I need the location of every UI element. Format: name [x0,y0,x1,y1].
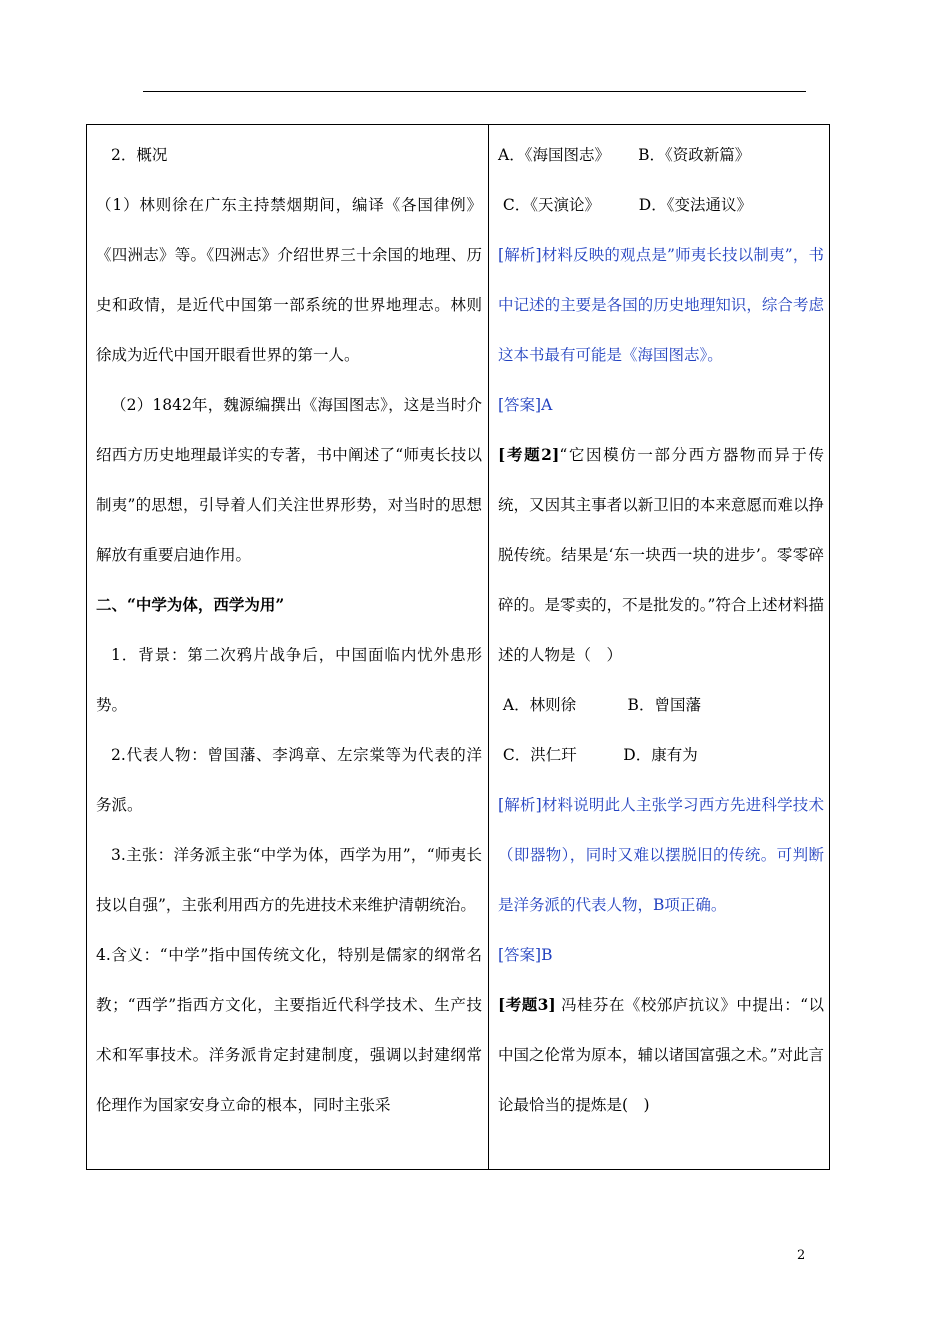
q2-analysis: [解析]材料说明此人主张学习西方先进科学技术（即器物），同时又难以摆脱旧的传统。可判断是洋务派的代表人物，B项正确。 [498,796,824,914]
q1-analysis: [解析]材料反映的观点是”师夷长技以制夷”，书中记述的主要是各国的历史地理知识，综合考虑这本书最有可能是《海国图志》。 [498,246,824,364]
representatives-paragraph: 2.代表人物：曾国藩、李鸿章、左宗棠等为代表的洋务派。 [96,746,482,814]
q2-options-cd: C．洪仁玕 D．康有为 [498,746,698,764]
overview-heading: 2．概况 [111,146,168,164]
q2-label: [考题2] [498,445,560,464]
q1-answer: [答案]A [498,396,553,414]
header-rule [143,91,806,92]
q3-text: 冯桂芬在《校邠庐抗议》中提出：“以中国之伦常为原本，辅以诸国富强之术。”对此言论最恰当的提炼是( ) [498,996,825,1114]
q2-options-ab: A．林则徐 B．曾国藩 [498,696,701,714]
claims-paragraph: 3.主张：洋务派主张“中学为体，西学为用”，“师夷长技以自强”，主张利用西方的先进技术来维护清朝统治。 [96,846,482,914]
meaning-paragraph: 4.含义：“中学”指中国传统文化，特别是儒家的纲常名教；“西学”指西方文化，主要指近代科学技术、生产技术和军事技术。洋务派肯定封建制度，强调以封建纲常伦理作为国家安身立命的根本，同时主张采 [96,946,482,1114]
lin-zexu-paragraph: （1）林则徐在广东主持禁烟期间，编译《各国律例》《四洲志》等。《四洲志》介绍世界三十余国的地理、历史和政情，是近代中国第一部系统的世界地理志。林则徐成为近代中国开眼看世界的第一人。 [96,196,482,364]
question-3 [498,980,824,1130]
section-heading: 二、“中学为体，西学为用” [96,595,285,614]
page-number: 2 [797,1248,806,1263]
q2-text: “它因模仿一部分西方器物而异于传统，又因其主事者以新卫旧的本来意愿而难以挣脱传统。结果是‘东一块西一块的进步’。零零碎碎的。是零卖的，不是批发的。”符合上述材料描述的人物是（ ） [498,446,824,664]
q2-answer: [答案]B [498,946,553,964]
column-divider [488,124,489,1170]
q1-options-ab: A．《海国图志》 B．《资政新篇》 [498,146,751,164]
q3-label: [考题3] [498,995,556,1014]
question-2 [498,430,824,680]
left-column [96,130,482,1130]
right-column [498,130,824,1130]
background-paragraph: 1．背景：第二次鸦片战争后，中国面临内忧外患形势。 [96,646,482,714]
q1-options-cd: C．《天演论》 D．《变法通议》 [498,196,752,214]
wei-yuan-paragraph: （2）1842年，魏源编撰出《海国图志》，这是当时介绍西方历史地理最详实的专著，书中阐述了“师夷长技以制夷”的思想，引导着人们关注世界形势，对当时的思想解放有重要启迪作用。 [96,396,482,564]
